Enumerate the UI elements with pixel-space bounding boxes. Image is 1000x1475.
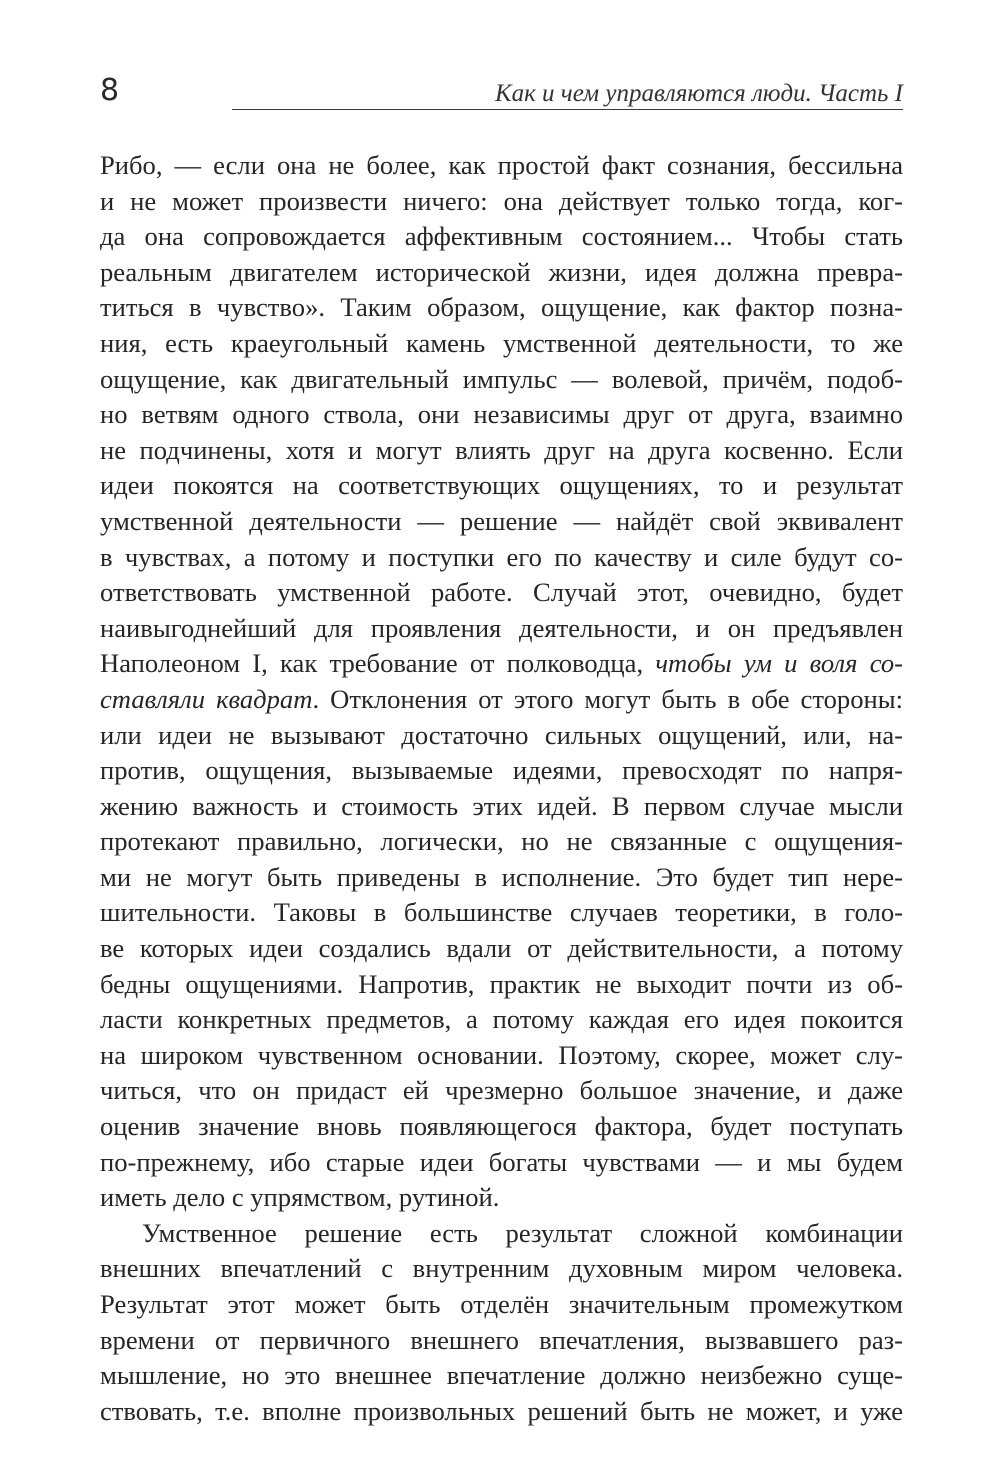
text-line: ствовать, т.е. вполне произвольных решений быть не может, и уже <box>100 1395 903 1426</box>
text-line: и не может произвести ничего: она действует только тогда, ког- <box>100 185 903 216</box>
running-title: Как и чем управляются люди. Часть I <box>494 80 903 107</box>
text-line: не подчинены, хотя и могут влиять друг на друга косвенно. Если <box>100 434 903 465</box>
body-text <box>100 148 903 1429</box>
text-segment: Наполеоном I, как требование от полководца, <box>100 648 656 679</box>
text-segment: . Отклонения от этого могут быть в обе стороны: <box>312 683 903 714</box>
text-line: умственной деятельности — решение — найдёт свой эквивалент <box>100 505 903 536</box>
text-line: оценив значение вновь появляющегося фактора, будет поступать <box>100 1111 903 1142</box>
text-line: ощущение, как двигательный импульс — волевой, причём, подоб- <box>100 363 903 394</box>
text-line: ласти конкретных предметов, а потому каждая его идея покоится <box>100 1004 903 1035</box>
text-line: иметь дело с упрямством, рутиной. <box>100 1182 500 1213</box>
text-line: протекают правильно, логически, но не связанные с ощущения- <box>100 826 903 857</box>
paragraph-first-line: Умственное решение есть результат сложной комбинации <box>142 1217 903 1248</box>
text-line: в чувствах, а потому и поступки его по качеству и силе будут со- <box>100 541 903 572</box>
italic-emphasis: чтобы ум и воля со- <box>655 648 903 679</box>
text-line: идеи покоятся на соответствующих ощущениях, то и результат <box>100 470 903 501</box>
text-line: наивыгоднейший для проявления деятельности, и он предъявлен <box>100 612 903 643</box>
text-line: бедны ощущениями. Напротив, практик не выходит почти из об- <box>100 968 903 999</box>
text-line: да она сопровождается аффективным состоянием... Чтобы стать <box>100 221 903 252</box>
text-line: реальным двигателем исторической жизни, идея должна превра- <box>100 256 903 287</box>
text-line: по-прежнему, ибо старые идеи богаты чувствами — и мы будем <box>100 1146 903 1177</box>
text-line: против, ощущения, вызываемые идеями, превосходят по напря- <box>100 755 903 786</box>
text-line: Рибо, — если она не более, как простой факт сознания, бессильна <box>100 150 903 180</box>
text-line: жению важность и стоимость этих идей. В первом случае мысли <box>100 790 903 821</box>
text-line: на широком чувственном основании. Поэтому, скорее, может слу- <box>100 1039 903 1070</box>
text-line: титься в чувство». Таким образом, ощущение, как фактор позна- <box>100 292 903 323</box>
text-line: читься, что он придаст ей чрезмерно большое значение, и даже <box>100 1075 903 1106</box>
text-line-mixed <box>100 682 903 718</box>
text-line-mixed <box>100 646 903 682</box>
text-line: или идеи не вызывают достаточно сильных ощущений, или, на- <box>100 719 903 750</box>
text-line: ния, есть краеугольный камень умственной деятельности, то же <box>100 327 903 358</box>
text-line: внешних впечатлений с внутренним духовным миром человека. <box>100 1253 903 1284</box>
text-line: ответствовать умственной работе. Случай этот, очевидно, будет <box>100 577 903 608</box>
text-line: шительности. Таковы в большинстве случаев теоретики, в голо- <box>100 897 903 928</box>
page-header <box>100 74 903 110</box>
text-line: мышление, но это внешнее впечатление должно неизбежно суще- <box>100 1360 903 1391</box>
page-number: 8 <box>100 73 120 108</box>
text-line: времени от первичного внешнего впечатления, вызвавшего раз- <box>100 1324 903 1355</box>
text-line: ми не могут быть приведены в исполнение. Это будет тип нере- <box>100 861 903 892</box>
italic-emphasis: ставляли квадрат <box>100 683 313 714</box>
text-line: ве которых идеи создались вдали от действительности, а потому <box>100 933 903 964</box>
header-rule <box>232 109 903 110</box>
text-line: Результат этот может быть отделён значительным промежутком <box>100 1289 903 1319</box>
text-line: но ветвям одного ствола, они независимы друг от друга, взаимно <box>100 399 903 430</box>
